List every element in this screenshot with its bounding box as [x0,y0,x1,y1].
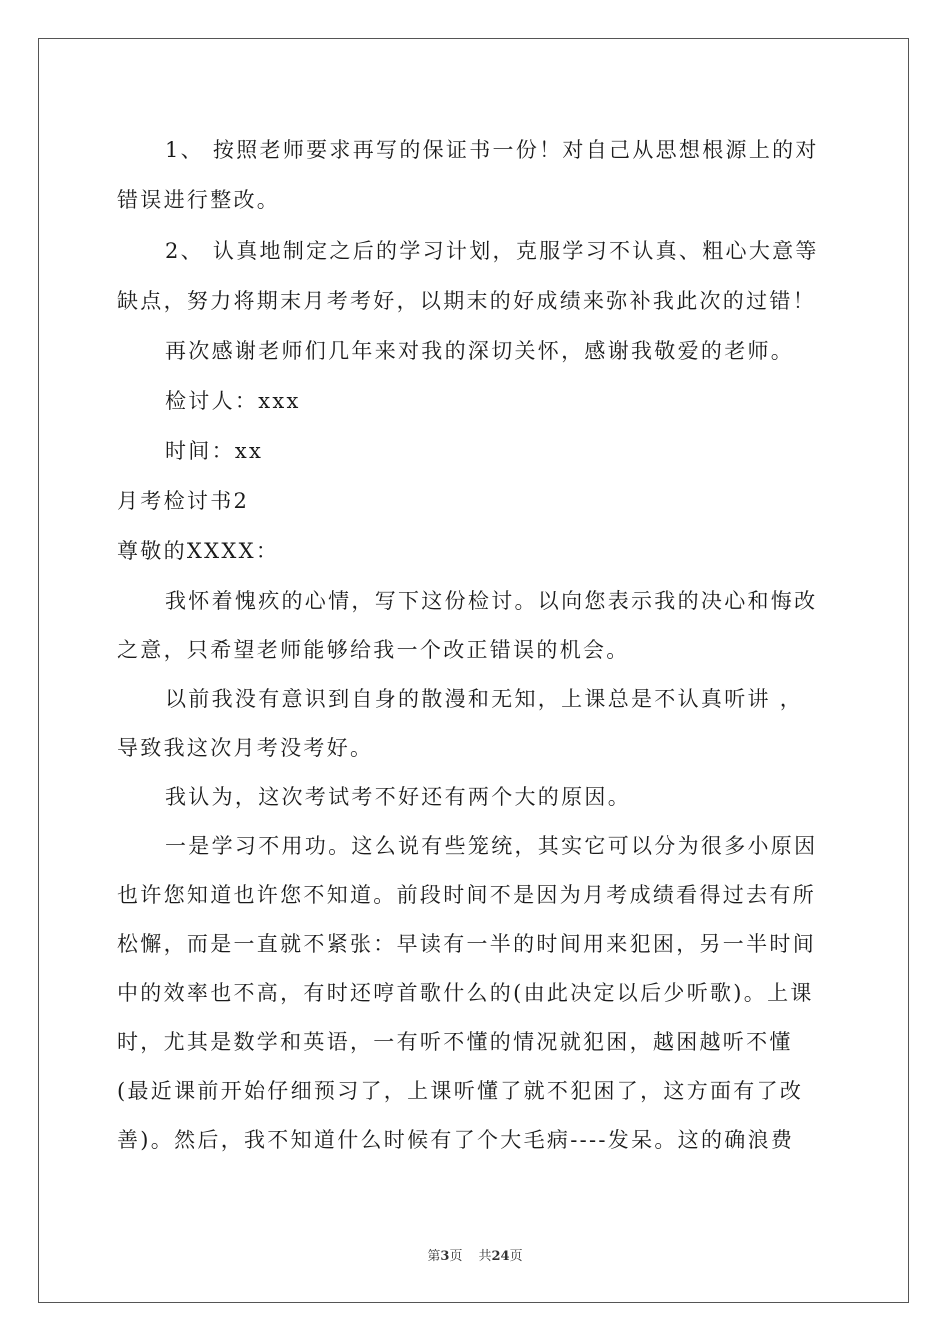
salutation: 尊敬的XXXX： [117,539,280,563]
paragraph-line: 1、 按照老师要求再写的保证书一份！对自己从思想根源上的对 [165,138,819,162]
page-border [38,38,909,1303]
paragraph-line: 中的效率也不高，有时还哼首歌什么的(由此决定以后少听歌)。上课 [117,981,814,1005]
page-total: 共24页 [478,1249,523,1264]
paragraph-line: 我认为，这次考试考不好还有两个大的原因。 [165,785,631,809]
paragraph-line: (最近课前开始仔细预习了，上课听懂了就不犯困了，这方面有了改 [117,1079,804,1103]
paragraph-line: 2、 认真地制定之后的学习计划，克服学习不认真、粗心大意等 [165,239,819,263]
paragraph-line: 我怀着愧疚的心情，写下这份检讨。以向您表示我的决心和悔改 [165,589,818,613]
paragraph-line: 松懈，而是一直就不紧张：早读有一半的时间用来犯困，另一半时间 [117,932,816,956]
paragraph-line: 错误进行整改。 [117,188,281,212]
date-line: 时间：xx [165,439,264,463]
paragraph-line: 再次感谢老师们几年来对我的深切关怀，感谢我敬爱的老师。 [165,339,795,363]
section-title: 月考检讨书2 [117,489,250,513]
paragraph-line: 之意，只希望老师能够给我一个改正错误的机会。 [117,638,630,662]
paragraph-line: 时，尤其是数学和英语，一有听不懂的情况就犯困，越困越听不懂 [117,1030,793,1054]
paragraph-line: 缺点，努力将期末月考考好，以期末的好成绩来弥补我此次的过错！ [117,289,816,313]
page-number: 第3页 [427,1249,463,1264]
paragraph-line: 以前我没有意识到自身的散漫和无知，上课总是不认真听讲 ， [165,687,804,711]
page-footer [0,1249,950,1265]
paragraph-line: 也许您知道也许您不知道。前段时间不是因为月考成绩看得过去有所 [117,883,816,907]
paragraph-line: 一是学习不用功。这么说有些笼统，其实它可以分为很多小原因 [165,834,818,858]
paragraph-line: 导致我这次月考没考好。 [117,736,374,760]
paragraph-line: 善)。然后，我不知道什么时候有了个大毛病----发呆。这的确浪费 [117,1128,795,1152]
signature-line: 检讨人：xxx [165,389,301,413]
